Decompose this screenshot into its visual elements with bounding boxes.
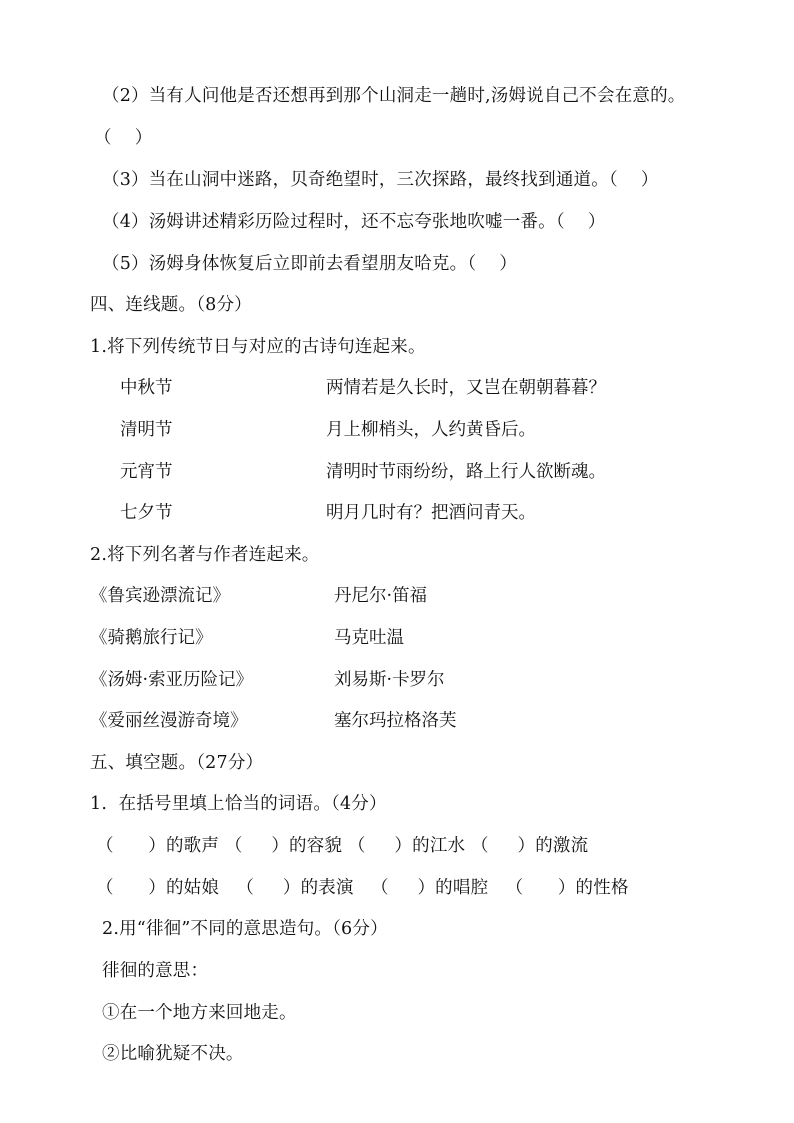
section4-q1-prompt: 1.将下列传统节日与对应的古诗句连起来。 (90, 337, 426, 357)
poem-item: 清明时节雨纷纷，路上行人欲断魂。 (326, 462, 606, 482)
book-item: 《鲁宾逊漂流记》 (90, 586, 230, 606)
judge-q3: （3）当在山洞中迷路，贝奇绝望时，三次探路，最终找到通道。（ ） (102, 170, 659, 190)
judge-q2-line2: （ ） (94, 128, 153, 148)
festival-item: 七夕节 (120, 503, 173, 523)
book-item: 《汤姆·索亚历险记》 (90, 670, 254, 690)
author-item: 刘易斯·卡罗尔 (334, 670, 445, 690)
section5-q2-prompt: 2.用“徘徊”不同的意思造句。（6分） (102, 919, 388, 939)
fill-blank-row: （ ）的歌声 （ ）的容貌 （ ）的江水 （ ）的激流 (96, 836, 589, 856)
author-item: 塞尔玛拉格洛芙 (334, 711, 457, 731)
poem-item: 月上柳梢头，人约黄昏后。 (326, 420, 536, 440)
meaning-label: 徘徊的意思： (102, 961, 209, 981)
meaning-1: ①在一个地方来回地走。 (102, 1003, 297, 1023)
author-item: 丹尼尔·笛福 (334, 586, 428, 606)
fill-blank-row: （ ）的姑娘 （ ）的表演 （ ）的唱腔 （ ）的性格 (96, 878, 629, 898)
author-item: 马克吐温 (334, 628, 404, 648)
section4-title: 四、连线题。（8分） (90, 295, 252, 315)
section5-title: 五、填空题。（27分） (90, 753, 264, 773)
festival-item: 元宵节 (120, 462, 173, 482)
section4-q2-prompt: 2.将下列名著与作者连起来。 (90, 545, 320, 565)
festival-item: 清明节 (120, 420, 173, 440)
judge-q2-line1: （2）当有人问他是否还想再到那个山洞走一趟时,汤姆说自己不会在意的。 (102, 86, 686, 106)
poem-item: 两情若是久长时，又岂在朝朝暮暮？ (326, 378, 606, 398)
meaning-2: ②比喻犹疑不决。 (102, 1044, 244, 1064)
judge-q4: （4）汤姆讲述精彩历险过程时，还不忘夸张地吹嘘一番。（ ） (102, 212, 606, 232)
section5-q1-prompt: 1. 在括号里填上恰当的词语。（4分） (90, 794, 387, 814)
book-item: 《爱丽丝漫游奇境》 (90, 711, 248, 731)
festival-item: 中秋节 (120, 378, 173, 398)
poem-item: 明月几时有？把酒问青天。 (326, 503, 536, 523)
book-item: 《骑鹅旅行记》 (90, 628, 213, 648)
judge-q5: （5）汤姆身体恢复后立即前去看望朋友哈克。（ ） (102, 254, 518, 274)
